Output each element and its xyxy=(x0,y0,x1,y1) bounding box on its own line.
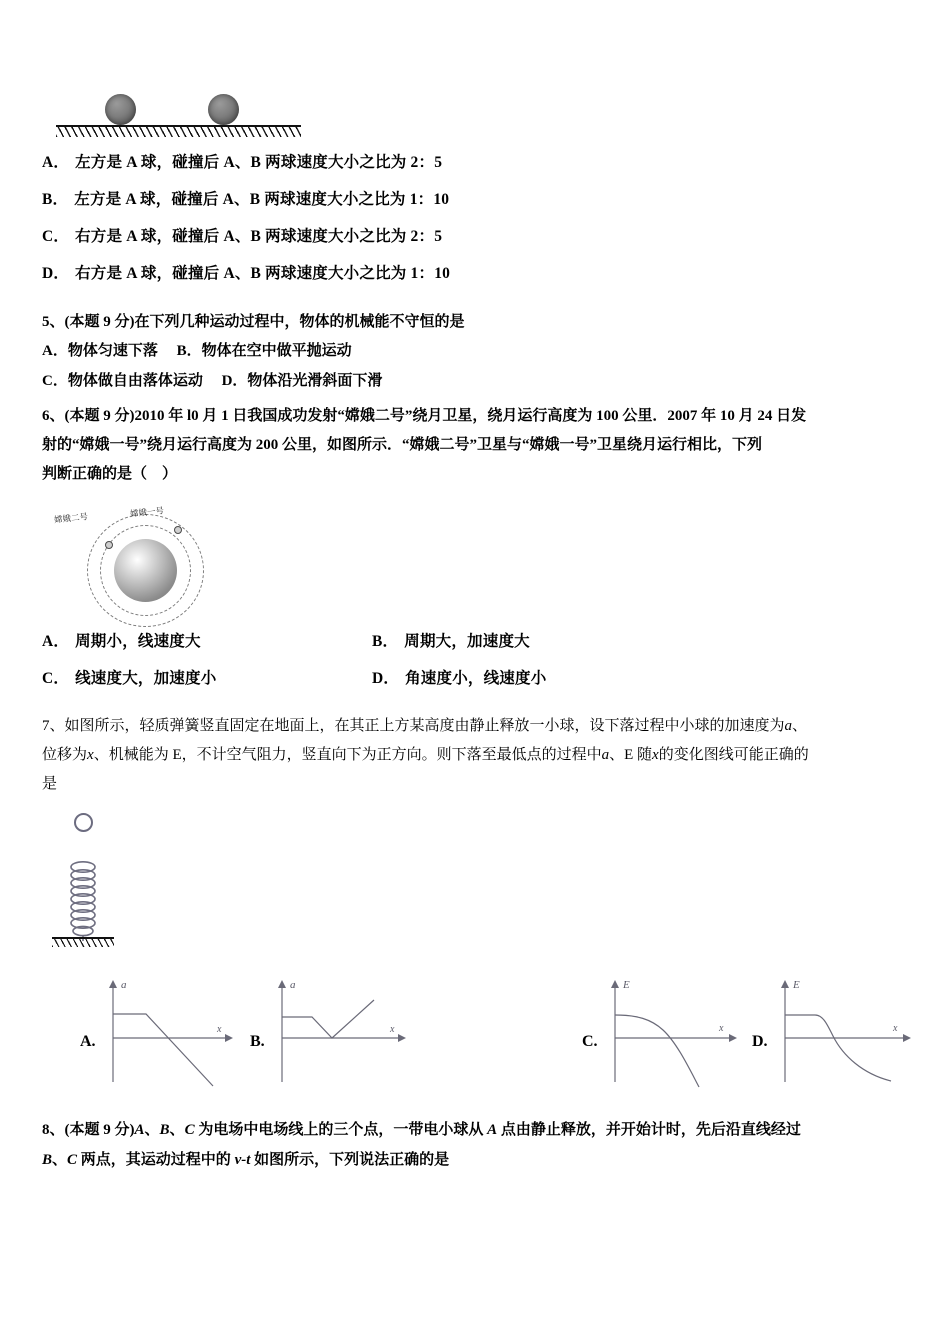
q8-l1-c: 、 xyxy=(169,1122,185,1139)
spring-ground-hatching xyxy=(52,939,114,947)
ball-right xyxy=(208,94,239,125)
q8-l1-point-a2: A xyxy=(487,1122,498,1139)
q7-l2-d: 的变化图线可能正确的 xyxy=(658,746,809,763)
graph-option-c xyxy=(582,974,748,1089)
q8-l2-a: 、 xyxy=(52,1151,68,1168)
q6-option-d-label: D． xyxy=(372,669,400,687)
option-row-d xyxy=(42,265,908,302)
q6-option-d-text: 角速度小，线速度小 xyxy=(405,669,547,687)
q7-l2-c: 、E 随 xyxy=(609,746,653,763)
option-a-label: A． xyxy=(42,154,70,171)
graph-b-xlabel: x xyxy=(389,1024,395,1036)
option-c-label: C． xyxy=(42,228,70,245)
graph-a-ylabel: a xyxy=(120,979,127,992)
option-c-text: 右方是 A 球，碰撞后 A、B 两球速度大小之比为 2：5 xyxy=(75,228,443,245)
question-7-stem-line-1 xyxy=(42,712,908,741)
graph-option-b xyxy=(250,974,415,1089)
satellite-change-1 xyxy=(174,526,182,534)
question-6-stem-line-2: 射的“嫦娥一号”绕月运行高度为 200 公里，如图所示．“嫦娥二号”卫星与“嫦娥一号”卫星绕月运行相比，下列 xyxy=(42,437,763,453)
q8-l1-d: 为电场中电场线上的三个点，一带电小球从 xyxy=(194,1122,488,1139)
question-5-options-line-1: A．物体匀速下落 B．物体在空中做平抛运动 xyxy=(42,343,352,360)
q7-l1-var-a: a xyxy=(784,717,793,734)
q7-l1-b: 、 xyxy=(792,717,808,734)
q8-l1-a: 8、(本题 9 分) xyxy=(42,1122,135,1139)
ground-hatching xyxy=(56,127,301,137)
released-ball xyxy=(74,813,93,832)
option-row-c xyxy=(42,228,908,265)
page-content xyxy=(42,88,908,1175)
q8-l1-e: 点由静止释放，并开始计时，先后沿直线经过 xyxy=(497,1122,801,1139)
q6-option-a-text: 周期小，线速度大 xyxy=(75,632,201,650)
question-7-stem-line-2 xyxy=(42,741,908,770)
question-6-option-row-1 xyxy=(42,634,908,671)
graph-b-label: B. xyxy=(250,1033,265,1051)
satellite-label-inner: 嫦娥二号 xyxy=(53,510,89,525)
q8-l2-vt: v-t xyxy=(234,1151,251,1168)
q8-l1-point-c: C xyxy=(184,1122,195,1139)
option-d-label: D． xyxy=(42,265,70,282)
moon-orbit-figure xyxy=(52,496,282,616)
q6-option-b-label: B． xyxy=(372,632,399,650)
question-7-graph-options xyxy=(42,974,922,1094)
coil-spring-icon xyxy=(64,861,112,943)
q8-l1-point-b: B xyxy=(159,1122,170,1139)
q7-l2-a: 位移为 xyxy=(42,746,88,763)
graph-option-d xyxy=(752,974,923,1089)
question-5-options-line-2: C．物体做自由落体运动 D．物体沿光滑斜面下滑 xyxy=(42,372,383,389)
graph-a-label: A. xyxy=(80,1033,96,1051)
option-a-text: 左方是 A 球，碰撞后 A、B 两球速度大小之比为 2：5 xyxy=(75,154,443,171)
question-8-stem-line-1 xyxy=(42,1116,908,1145)
q7-l2-b: 、机械能为 E，不计空气阻力，竖直向下为正方向。则下落至最低点的过程中 xyxy=(93,746,602,763)
graph-d-xlabel: x xyxy=(892,1023,898,1035)
graph-c-xlabel: x xyxy=(718,1023,724,1035)
q7-l1-a: 7、如图所示，轻质弹簧竖直固定在地面上，在其正上方某高度由静止释放一小球，设下落过程中小球的加速度为 xyxy=(42,717,785,734)
two-balls-on-ground-figure xyxy=(56,88,316,140)
q7-l2-var-x2: x xyxy=(652,746,659,763)
graph-c-ylabel: E xyxy=(622,979,630,992)
q7-l2-var-x1: x xyxy=(87,746,94,763)
moon-body xyxy=(114,539,177,602)
question-7-stem-line-3: 是 xyxy=(42,776,58,792)
graph-option-a xyxy=(80,974,241,1089)
option-b-label: B． xyxy=(42,191,69,208)
q8-l1-b: 、 xyxy=(144,1122,160,1139)
graph-b-plot xyxy=(270,974,415,1089)
option-d-text: 右方是 A 球，碰撞后 A、B 两球速度大小之比为 1：10 xyxy=(75,265,451,282)
q8-l2-b: 两点，其运动过程中的 xyxy=(77,1151,235,1168)
graph-d-ylabel: E xyxy=(792,979,800,992)
q7-l2-var-a: a xyxy=(601,746,610,763)
question-6-stem-line-3: 判断正确的是（ ） xyxy=(42,466,178,483)
q6-option-a-label: A． xyxy=(42,632,70,650)
graph-d-plot xyxy=(773,974,923,1089)
option-row-a xyxy=(42,154,908,191)
question-6-stem-line-1: 6、(本题 9 分)2010 年 l0 月 1 日我国成功发射“嫦娥二号”绕月卫星，绕月运行高度为 100 公里．2007 年 10 月 24 日发 xyxy=(42,407,807,424)
spring-and-ball-figure xyxy=(54,809,194,964)
question-8-stem-line-2 xyxy=(42,1146,908,1175)
satellite-change-2 xyxy=(105,541,113,549)
graph-b-ylabel: a xyxy=(289,979,296,992)
q6-option-c-label: C． xyxy=(42,669,70,687)
q8-l2-point-c: C xyxy=(67,1151,78,1168)
q8-l2-c: 如图所示，下列说法正确的是 xyxy=(250,1151,450,1168)
question-6-option-row-2 xyxy=(42,671,908,708)
q6-option-c-text: 线速度大，加速度小 xyxy=(75,669,217,687)
graph-d-label: D. xyxy=(752,1033,768,1051)
q8-l1-point-a: A xyxy=(134,1122,145,1139)
ball-left xyxy=(105,94,136,125)
graph-c-label: C. xyxy=(582,1033,598,1051)
option-row-b xyxy=(42,191,908,228)
graph-a-xlabel: x xyxy=(216,1024,222,1036)
q6-option-b-text: 周期大，加速度大 xyxy=(404,632,530,650)
question-5-stem: 5、(本题 9 分)在下列几种运动过程中，物体的机械能不守恒的是 xyxy=(42,314,465,330)
graph-c-plot xyxy=(603,974,748,1089)
option-b-text: 左方是 A 球，碰撞后 A、B 两球速度大小之比为 1：10 xyxy=(74,191,450,208)
graph-a-plot xyxy=(101,974,241,1089)
q8-l2-point-b: B xyxy=(42,1151,53,1168)
satellite-label-outer: 嫦娥一号 xyxy=(129,504,165,519)
